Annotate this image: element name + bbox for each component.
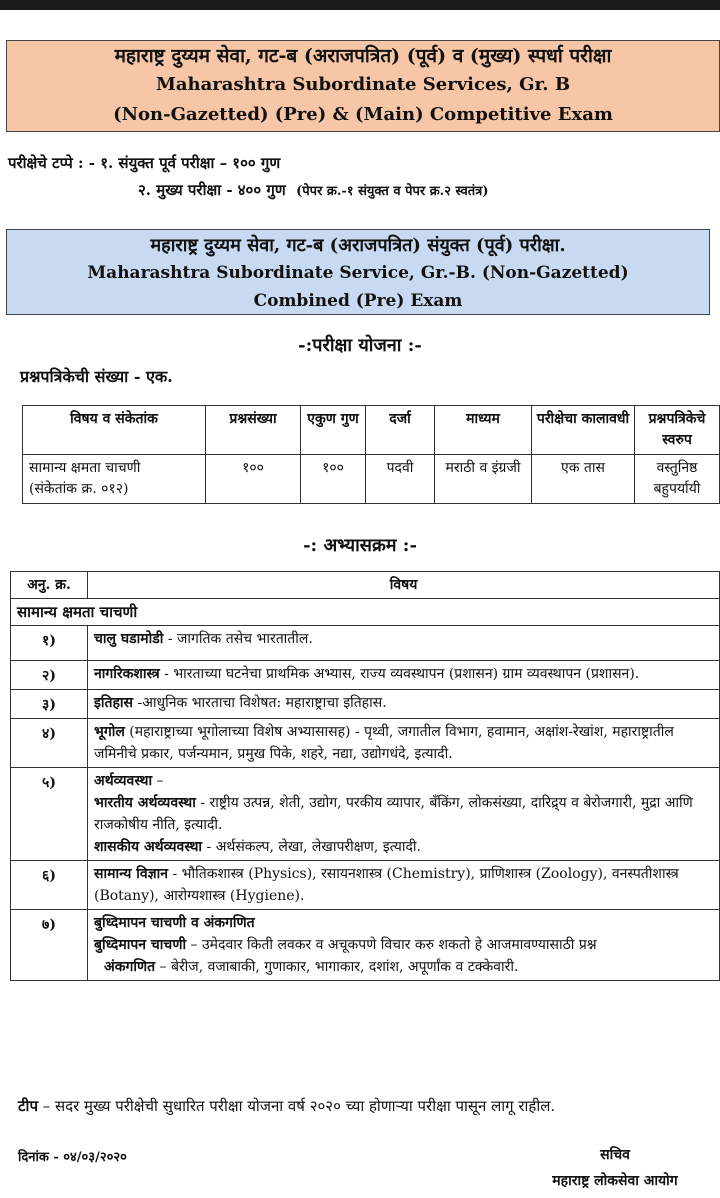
stage-2: २. मुख्य परीक्षा - ४०० गुण xyxy=(138,181,286,199)
topic-title: बुध्दिमापन चाचणी व अंकगणित xyxy=(94,915,255,931)
col-subject: विषय व संकेतांक xyxy=(23,406,206,455)
cell-duration: एक तास xyxy=(532,455,635,504)
topic-text: - भौतिकशास्त्र (Physics), रसायनशास्त्र (Chemistry), प्राणिशास्त्र (Zoology), वनस्पतीशास्त्र (Botany), आरोग्यशास्त्र (Hygiene). xyxy=(94,866,679,904)
syllabus-row xyxy=(11,719,720,768)
note xyxy=(18,1093,678,1120)
topic-title: इतिहास xyxy=(94,695,134,711)
row-number: २) xyxy=(11,661,88,690)
note-label: टीप xyxy=(18,1097,38,1115)
row-content xyxy=(88,768,720,861)
combined-exam-box xyxy=(6,229,710,315)
subject-code: (संकेतांक क्र. ०१२) xyxy=(29,481,129,497)
row-content xyxy=(88,910,720,981)
row-number: ३) xyxy=(11,690,88,719)
syllabus-section-row xyxy=(11,599,720,626)
topic-title: सामान्य विज्ञान xyxy=(94,866,168,882)
topic-text: – xyxy=(152,773,164,789)
col-duration: परीक्षेचा कालावधी xyxy=(532,406,635,455)
top-dark-bar xyxy=(0,0,720,10)
syllabus-table xyxy=(10,571,720,981)
syllabus-row xyxy=(11,690,720,719)
combined-title-english-1: Maharashtra Subordinate Service, Gr.-B. (Non-Gazetted) xyxy=(87,263,629,283)
stages-label: परीक्षेचे टप्पे : - xyxy=(8,154,95,172)
topic-text: -आधुनिक भारताचा विशेषत: महाराष्ट्राचा इतिहास. xyxy=(133,695,387,711)
syllabus-row xyxy=(11,910,720,981)
row-number: ६) xyxy=(11,861,88,910)
organization-name: महाराष्ट्र लोकसेवा आयोग xyxy=(552,1173,678,1189)
row-number: १) xyxy=(11,626,88,661)
syllabus-row xyxy=(11,626,720,661)
row-content xyxy=(88,861,720,910)
scheme-row xyxy=(23,455,720,504)
signatory-title: सचिव xyxy=(600,1147,630,1163)
scheme-heading: -:परीक्षा योजना :- xyxy=(298,335,422,356)
note-text: – सदर मुख्य परीक्षेची सुधारित परीक्षा योजना वर्ष २०२० च्या होणाऱ्या परीक्षा पासून लागू राहील. xyxy=(37,1097,556,1115)
col-syllabus-subject: विषय xyxy=(88,572,720,599)
syllabus-row xyxy=(11,661,720,690)
exam-title-english-1: Maharashtra Subordinate Services, Gr. B xyxy=(155,74,571,95)
exam-title-marathi: महाराष्ट्र दुय्यम सेवा, गट-ब (अराजपत्रित) (पूर्व) व (मुख्य) स्पर्धा परीक्षा xyxy=(114,45,612,67)
row-content xyxy=(88,626,720,661)
row-content xyxy=(88,690,720,719)
col-medium: माध्यम xyxy=(435,406,532,455)
paper-count: प्रश्नपत्रिकेची संख्या - एक. xyxy=(20,367,173,386)
col-questions: प्रश्नसंख्या xyxy=(206,406,301,455)
issue-date: दिनांक - ०४/०३/२०२० xyxy=(18,1150,127,1165)
cell-subject xyxy=(23,455,206,504)
row-number: ४) xyxy=(11,719,88,768)
syllabus-heading: -: अभ्यासक्रम :- xyxy=(303,535,417,556)
exam-stages xyxy=(8,150,489,205)
topic-text: - जागतिक तसेच भारतातील. xyxy=(163,631,313,647)
row-content xyxy=(88,719,720,768)
col-marks: एकुण गुण xyxy=(301,406,366,455)
topic-text: - भारताच्या घटनेचा प्राथमिक अभ्यास, राज्य व्यवस्थापन (प्रशासन) ग्राम व्यवस्थापन (प्रशासन). xyxy=(159,666,640,682)
subtopic-text: – बेरीज, वजाबाकी, गुणाकार, भागाकार, दशांश, अपूर्णांक व टक्केवारी. xyxy=(155,959,519,975)
syllabus-header-row xyxy=(11,572,720,599)
topic-title: नागरिकशास्त्र xyxy=(94,666,160,682)
col-type: प्रश्नपत्रिकेचे स्वरुप xyxy=(635,406,720,455)
exam-title-box xyxy=(6,40,720,132)
exam-scheme-table xyxy=(22,405,720,504)
topic-title: भूगोल xyxy=(94,724,125,740)
topic-title: चालु घडामोडी xyxy=(94,631,164,647)
row-number: ७) xyxy=(11,910,88,981)
stage-2-note: (पेपर क्र.-१ संयुक्त व पेपर क्र.२ स्वतंत्र) xyxy=(296,184,489,199)
col-serial: अनु. क्र. xyxy=(11,572,88,599)
topic-text: (महाराष्ट्राच्या भूगोलाच्या विशेष अभ्यासासह) - पृथ्वी, जगातील विभाग, हवामान, अक्षांश-रेखांश, महाराष्ट्रातील जमिनीचे प्रकार, पर्जन्यमान, प्रमुख पिके, शहरे, नद्या, उद्योगधंदे, इत्यादी. xyxy=(94,724,674,762)
subtopic-text: – उमेदवार किती लवकर व अचूकपणे विचार करु शकतो हे आजमावण्यासाठी प्रश्न xyxy=(186,937,597,953)
syllabus-row xyxy=(11,861,720,910)
subtopic-title: अंकगणित xyxy=(104,959,156,975)
scheme-header-row xyxy=(23,406,720,455)
subject-name: सामान्य क्षमता चाचणी xyxy=(29,460,141,476)
subtopic-title: बुध्दिमापन चाचणी xyxy=(94,937,187,953)
cell-marks: १०० xyxy=(301,455,366,504)
exam-title-english-2: (Non-Gazetted) (Pre) & (Main) Competitive Exam xyxy=(113,104,613,125)
signature-block xyxy=(520,1142,710,1194)
cell-type: वस्तुनिष्ठ बहुपर्यायी xyxy=(635,455,720,504)
topic-title: अर्थव्यवस्था xyxy=(94,773,153,789)
col-level: दर्जा xyxy=(366,406,435,455)
subtopic-title: शासकीय अर्थव्यवस्था xyxy=(94,839,203,855)
row-number: ५) xyxy=(11,768,88,861)
combined-title-marathi: महाराष्ट्र दुय्यम सेवा, गट-ब (अराजपत्रित) संयुक्त (पूर्व) परीक्षा. xyxy=(150,235,566,256)
syllabus-row xyxy=(11,768,720,861)
subtopic-text: - राष्ट्रीय उत्पन्न, शेती, उद्योग, परकीय व्यापार, बँकिंग, लोकसंख्या, दारिद्र्य व बेरोजगारी, मुद्रा आणि राजकोषीय नीति, इत्यादी. xyxy=(94,795,693,833)
syllabus-section-title: सामान्य क्षमता चाचणी xyxy=(11,599,720,626)
stage-1: १. संयुक्त पूर्व परीक्षा – १०० गुण xyxy=(100,154,281,172)
cell-medium: मराठी व इंग्रजी xyxy=(435,455,532,504)
combined-title-english-2: Combined (Pre) Exam xyxy=(253,291,463,311)
subtopic-title: भारतीय अर्थव्यवस्था xyxy=(94,795,196,811)
row-content xyxy=(88,661,720,690)
cell-level: पदवी xyxy=(366,455,435,504)
cell-questions: १०० xyxy=(206,455,301,504)
subtopic-text: - अर्थसंकल्प, लेखा, लेखापरीक्षण, इत्यादी. xyxy=(202,839,422,855)
